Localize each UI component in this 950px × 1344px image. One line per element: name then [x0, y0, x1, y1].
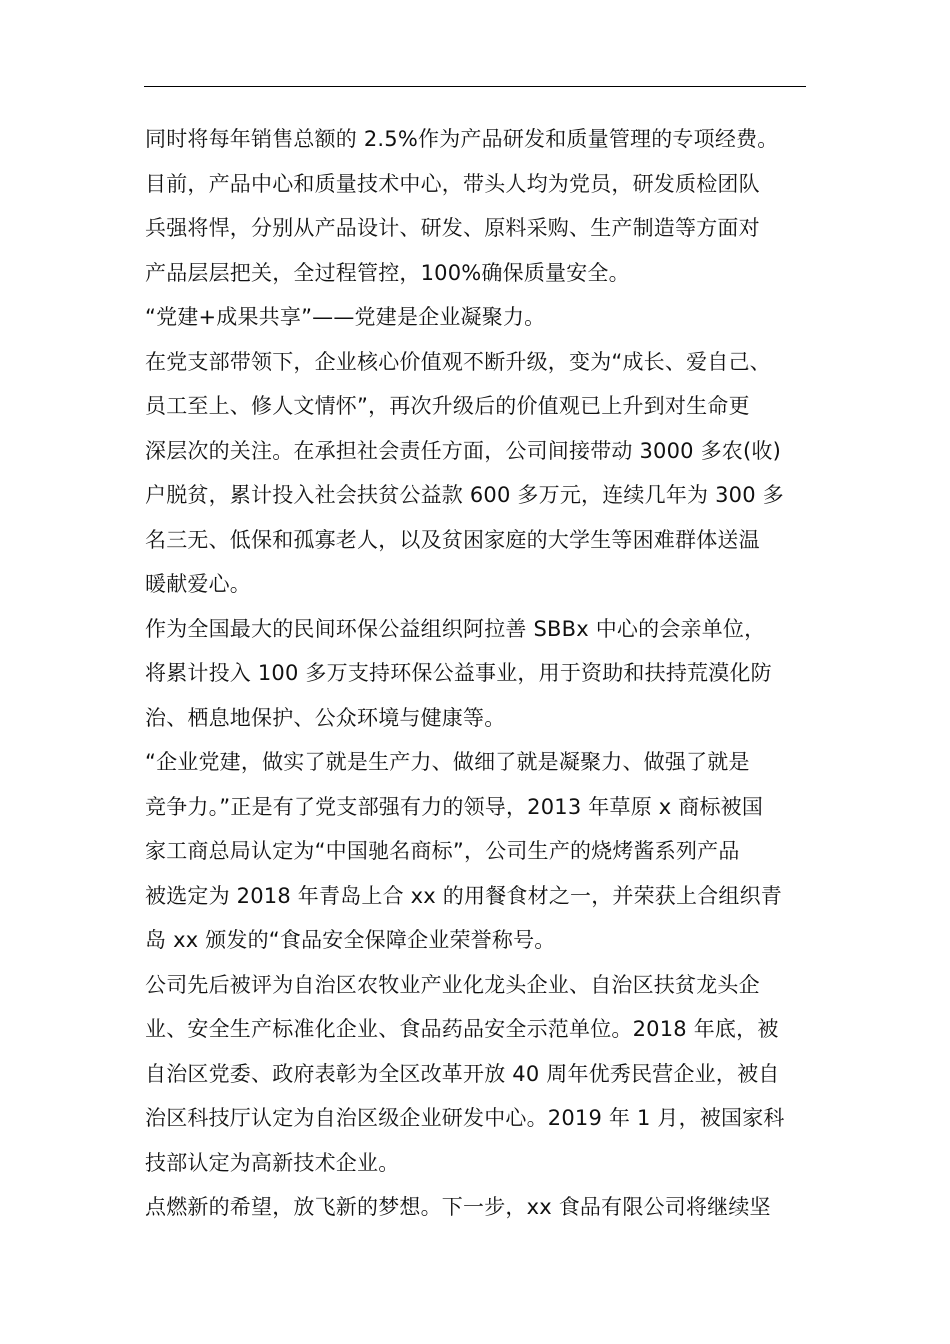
text-line: 治、栖息地保护、公众环境与健康等。 — [145, 705, 506, 730]
text-line: 深层次的关注。在承担社会责任方面，公司间接带动 3000 多农(收) — [145, 438, 781, 463]
text-line: 技部认定为高新技术企业。 — [145, 1150, 400, 1175]
text-line: 员工至上、修人文情怀”，再次升级后的价值观已上升到对生命更 — [145, 394, 750, 418]
text-line: 户脱贫，累计投入社会扶贫公益款 600 多万元，连续几年为 300 多 — [145, 483, 784, 507]
text-line: 业、安全生产标准化企业、食品药品安全示范单位。2018 年底，被 — [145, 1017, 779, 1041]
text-line: 被选定为 2018 年青岛上合 xx 的用餐食材之一，并荣获上合组织青 — [145, 883, 782, 908]
text-line: “企业党建，做实了就是生产力、做细了就是凝聚力、做强了就是 — [145, 750, 750, 774]
text-line: 家工商总局认定为“中国驰名商标”，公司生产的烧烤酱系列产品 — [145, 839, 740, 863]
header-rule — [144, 86, 806, 87]
text-line: 岛 xx 颁发的“食品安全保障企业荣誉称号。 — [145, 928, 556, 952]
text-line: 治区科技厅认定为自治区级企业研发中心。2019 年 1 月，被国家科 — [145, 1106, 785, 1130]
text-line: 竞争力。”正是有了党支部强有力的领导，2013 年草原 x 商标被国 — [145, 794, 764, 819]
text-line: 兵强将悍，分别从产品设计、研发、原料采购、生产制造等方面对 — [145, 216, 760, 240]
text-line: 名三无、低保和孤寡老人，以及贫困家庭的大学生等困难群体送温 — [145, 527, 760, 552]
text-line: 作为全国最大的民间环保公益组织阿拉善 SBBx 中心的会亲单位， — [145, 616, 766, 641]
text-line: 同时将每年销售总额的 2.5%作为产品研发和质量管理的专项经费。 — [145, 127, 779, 151]
text-line: 暖献爱心。 — [145, 572, 251, 596]
text-line: 点燃新的希望，放飞新的梦想。下一步，xx 食品有限公司将继续坚 — [145, 1195, 771, 1219]
text-line: 目前，产品中心和质量技术中心，带头人均为党员，研发质检团队 — [145, 171, 760, 196]
text-line: 公司先后被评为自治区农牧业产业化龙头企业、自治区扶贫龙头企 — [145, 972, 760, 997]
text-line: 自治区党委、政府表彰为全区改革开放 40 周年优秀民营企业，被自 — [145, 1061, 780, 1086]
body-text — [145, 117, 845, 1230]
text-line: 在党支部带领下，企业核心价值观不断升级，变为“成长、爱自己、 — [145, 349, 771, 374]
text-line: 产品层层把关，全过程管控，100%确保质量安全。 — [145, 260, 630, 285]
text-line: 将累计投入 100 多万支持环保公益事业，用于资助和扶持荒漠化防 — [145, 661, 772, 685]
text-line: “党建+成果共享”——党建是企业凝聚力。 — [145, 305, 546, 329]
